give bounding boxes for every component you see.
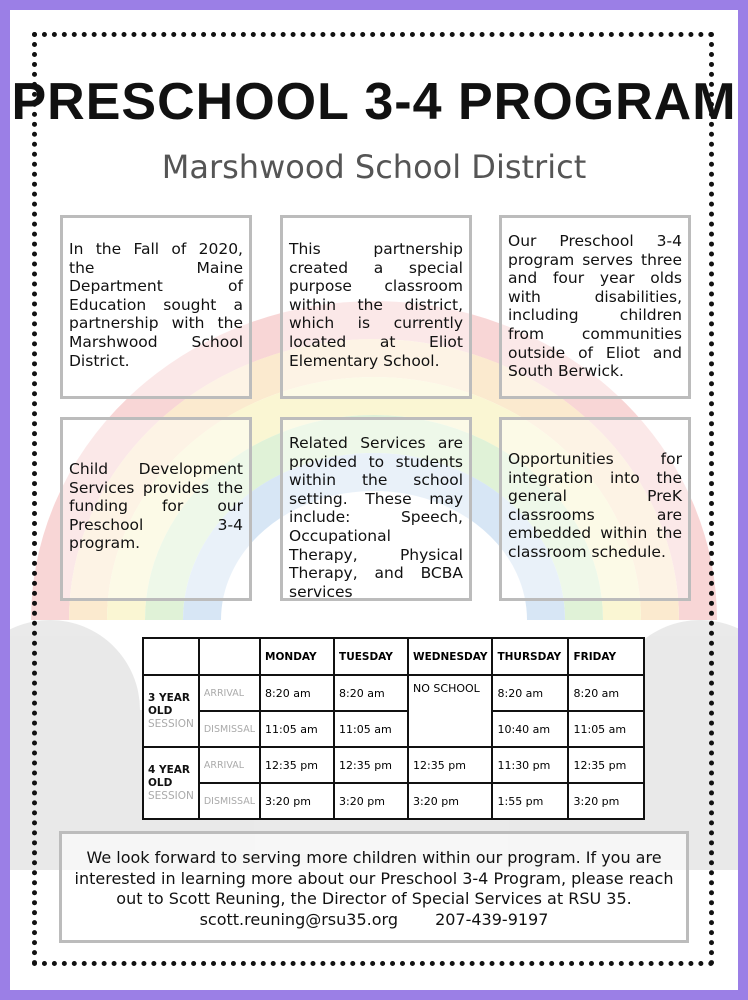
cell: 12:35 pm bbox=[568, 747, 644, 783]
cell-no-school: NO SCHOOL bbox=[408, 675, 492, 747]
cell: 3:20 pm bbox=[568, 783, 644, 819]
contact-footer bbox=[59, 831, 689, 943]
cell: 12:35 pm bbox=[334, 747, 408, 783]
header-thursday: THURSDAY bbox=[492, 638, 568, 675]
cell: 3:20 pm bbox=[408, 783, 492, 819]
table-row bbox=[143, 711, 644, 747]
contact-email[interactable]: scott.reuning@rsu35.org bbox=[199, 909, 398, 929]
cell: 11:05 am bbox=[260, 711, 334, 747]
contact-phone[interactable]: 207-439-9197 bbox=[435, 909, 549, 929]
table-row bbox=[143, 783, 644, 819]
footer-text: We look forward to serving more children within our program. If you are interested in learning more about our Preschool 3-4 Program, please reach out to Scott Reuning, the Director of Special Services at RSU 35. bbox=[74, 848, 674, 908]
cell: 3:20 pm bbox=[334, 783, 408, 819]
session-3yr-label: 3 YEAR OLD bbox=[148, 691, 190, 717]
flyer-page bbox=[10, 10, 738, 990]
schedule-table bbox=[142, 637, 645, 820]
cell: 3:20 pm bbox=[260, 783, 334, 819]
contact-line bbox=[74, 910, 674, 931]
header-tuesday: TUESDAY bbox=[334, 638, 408, 675]
cell: 10:40 am bbox=[492, 711, 568, 747]
cell: 11:05 am bbox=[334, 711, 408, 747]
header-blank bbox=[143, 638, 199, 675]
session-3yr-sub: SESSION bbox=[148, 717, 194, 730]
cell: 8:20 am bbox=[492, 675, 568, 711]
header-blank-2 bbox=[199, 638, 260, 675]
dismissal-label: DISMISSAL bbox=[199, 783, 260, 819]
info-box-funding: Child Development Services provides the funding for our Preschool 3-4 program. bbox=[60, 417, 252, 601]
cell: 8:20 am bbox=[334, 675, 408, 711]
schedule-header-row bbox=[143, 638, 644, 675]
table-row bbox=[143, 675, 644, 711]
session-4yr-label: 4 YEAR OLD bbox=[148, 763, 190, 789]
info-box-integration: Opportunities for integration into the general PreK classrooms are embedded within the classroom schedule. bbox=[499, 417, 691, 601]
page-title: PRESCHOOL 3-4 PROGRAM bbox=[11, 73, 737, 131]
cell: 12:35 pm bbox=[260, 747, 334, 783]
cell: 1:55 pm bbox=[492, 783, 568, 819]
arrival-label: ARRIVAL bbox=[199, 675, 260, 711]
info-box-partnership-origin: In the Fall of 2020, the Maine Department of Education sought a partnership with the Marshwood School District. bbox=[60, 215, 252, 399]
table-row bbox=[143, 747, 644, 783]
cell: 8:20 am bbox=[260, 675, 334, 711]
header-monday: MONDAY bbox=[260, 638, 334, 675]
cell: 11:30 pm bbox=[492, 747, 568, 783]
cell: 8:20 am bbox=[568, 675, 644, 711]
session-3yr bbox=[143, 675, 199, 747]
dismissal-label: DISMISSAL bbox=[199, 711, 260, 747]
session-4yr-sub: SESSION bbox=[148, 789, 194, 802]
session-4yr bbox=[143, 747, 199, 819]
cell: 12:35 pm bbox=[408, 747, 492, 783]
page-subtitle: Marshwood School District bbox=[161, 148, 587, 186]
arrival-label: ARRIVAL bbox=[199, 747, 260, 783]
info-box-classroom-location: This partnership created a special purpose classroom within the district, which is currently located at Eliot Elementary School. bbox=[280, 215, 472, 399]
header-wednesday: WEDNESDAY bbox=[408, 638, 492, 675]
header-friday: FRIDAY bbox=[568, 638, 644, 675]
info-box-program-serves: Our Preschool 3-4 program serves three and four year olds with disabilities, including children from communities outside of Eliot and South Berwick. bbox=[499, 215, 691, 399]
cell: 11:05 am bbox=[568, 711, 644, 747]
info-box-related-services: Related Services are provided to students within the school setting. These may include: Speech, Occupational Therapy, Physical Therapy, and BCBA services bbox=[280, 417, 472, 601]
